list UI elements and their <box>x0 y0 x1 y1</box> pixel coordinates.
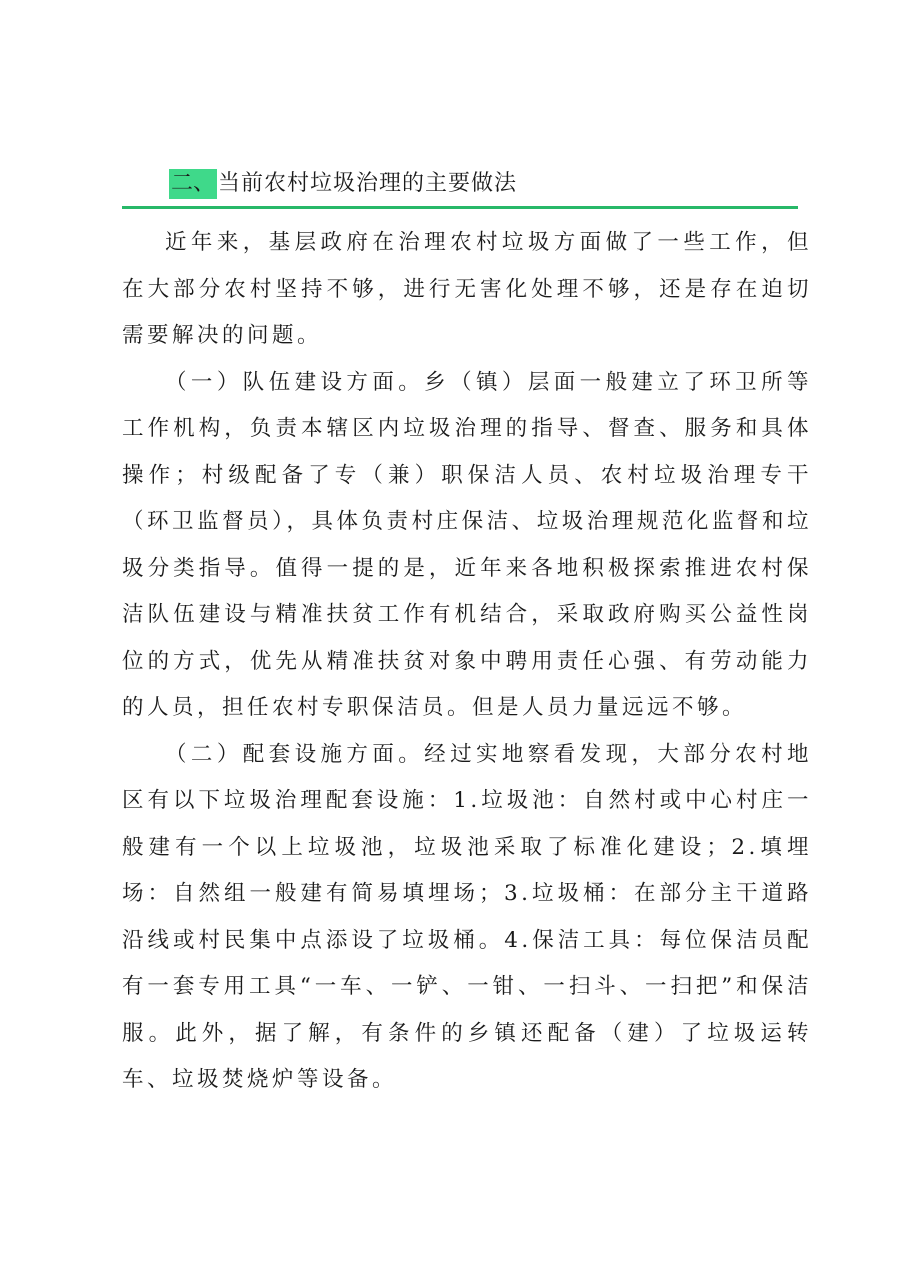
paragraph-team-building: （一）队伍建设方面。乡（镇）层面一般建立了环卫所等工作机构，负责本辖区内垃圾治理的指导、督查、服务和具体操作；村级配备了专（兼）职保洁人员、农村垃圾治理专干（环卫监督员），具体负责村庄保洁、垃圾治理规范化监督和垃圾分类指导。值得一提的是，近年来各地积极探索推进农村保洁队伍建设与精准扶贫工作有机结合，采取政府购买公益性岗位的方式，优先从精准扶贫对象中聘用责任心强、有劳动能力的人员，担任农村专职保洁员。但是人员力量远远不够。 <box>122 369 812 720</box>
section-title: 当前农村垃圾治理的主要做法 <box>218 171 518 196</box>
section-heading <box>122 166 798 206</box>
heading-underline-rule <box>122 206 798 209</box>
paragraph-facilities: （二）配套设施方面。经过实地察看发现，大部分农村地区有以下垃圾治理配套设施：1.垃圾池：自然村或中心村庄一般建有一个以上垃圾池，垃圾池采取了标准化建设；2.填埋场：自然组一般建有简易填埋场；3.垃圾桶：在部分主干道路沿线或村民集中点添设了垃圾桶。4.保洁工具：每位保洁员配有一套专用工具“一车、一铲、一钳、一扫斗、一扫把”和保洁服。此外，据了解，有条件的乡镇还配备（建）了垃圾运转车、垃圾焚烧炉等设备。 <box>122 741 812 1092</box>
paragraph-intro: 近年来，基层政府在治理农村垃圾方面做了一些工作，但在大部分农村坚持不够，进行无害化处理不够，还是存在迫切需要解决的问题。 <box>122 230 812 348</box>
document-body <box>122 220 812 1104</box>
section-number-highlight: 二、 <box>169 169 217 199</box>
